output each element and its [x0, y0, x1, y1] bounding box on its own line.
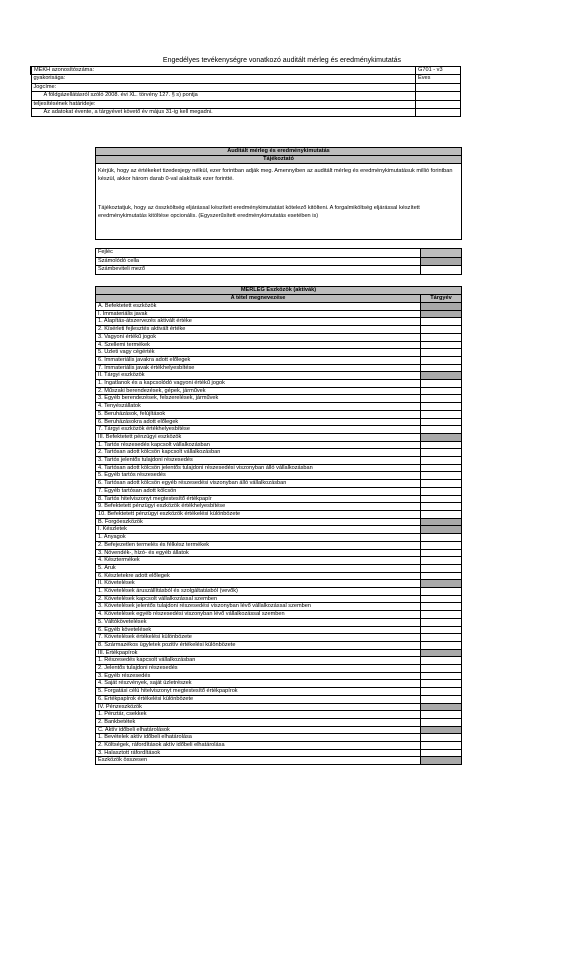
- row-label: Eszközök összesen: [96, 757, 421, 765]
- calculated-cell: [421, 649, 462, 657]
- row-label: 5. Egyéb tartós részesedés: [96, 472, 421, 480]
- input-cell[interactable]: [421, 333, 462, 341]
- input-cell[interactable]: [421, 326, 462, 334]
- table-row: [96, 480, 462, 488]
- header-label: teljesítésének határideje:: [31, 100, 416, 108]
- row-label: 3. Követelések jelentős tulajdoni részesedési viszonyban lévő vállalkozással szemben: [96, 603, 421, 611]
- row-label: 4. Követelések egyéb részesedési viszonyban lévő vállalkozással szemben: [96, 611, 421, 619]
- calculated-cell: [421, 703, 462, 711]
- row-label: 1. Részesedés kapcsolt vállalkozásban: [96, 657, 421, 665]
- table-row: [96, 611, 462, 619]
- row-label: 7. Követelések értékelési különbözete: [96, 634, 421, 642]
- row-label: 1. Alapítás-átszervezés aktivált értéke: [96, 318, 421, 326]
- row-label: 2. Kísérleti fejlesztés aktivált értéke: [96, 326, 421, 334]
- calculated-cell: [421, 580, 462, 588]
- input-cell[interactable]: [421, 472, 462, 480]
- header-label: Az adatokat évente, a tárgyévet követő év május 31-ig kell megadni.: [31, 109, 416, 117]
- table-row: [96, 695, 462, 703]
- table-row: [96, 333, 462, 341]
- calculated-cell: [421, 726, 462, 734]
- table-row: [96, 665, 462, 673]
- table-row: [96, 518, 462, 526]
- table-row: [96, 626, 462, 634]
- row-label: C. Aktív időbeli elhatárolások: [96, 726, 421, 734]
- input-cell[interactable]: [421, 672, 462, 680]
- table-row: [96, 680, 462, 688]
- table-row: [96, 318, 462, 326]
- table-row: [96, 726, 462, 734]
- table-row: [96, 495, 462, 503]
- table-row: [96, 349, 462, 357]
- table-row: [96, 356, 462, 364]
- row-label: 1. Pénztár, csekkek: [96, 711, 421, 719]
- input-cell[interactable]: [421, 641, 462, 649]
- table-row: [96, 341, 462, 349]
- row-label: 6. Készletekre adott előlegek: [96, 572, 421, 580]
- table-row: [96, 303, 462, 311]
- row-label: 3. Vagyoni értékű jogok: [96, 333, 421, 341]
- legend-label: Számbeviteli mező: [96, 266, 421, 275]
- table-row: [96, 557, 462, 565]
- calculated-cell: [421, 372, 462, 380]
- row-label: 4. Tenyészállatok: [96, 403, 421, 411]
- calculated-cell: [421, 433, 462, 441]
- header-label: Jogcíme:: [31, 83, 416, 91]
- info-paragraph-1: Kérjük, hogy az értékeket tizedesjegy nélkül, ezer forintban adják meg. Amennyiben az auditált mérleg és eredménykimutatásuk millió forintban készül, akkor három darab 0-val alakítsák ezer forintté.: [98, 168, 453, 182]
- table-row: [96, 657, 462, 665]
- legend-swatch: [421, 257, 462, 266]
- input-cell[interactable]: [421, 418, 462, 426]
- legend-row: [96, 249, 462, 258]
- table-row: [96, 534, 462, 542]
- input-cell[interactable]: [421, 464, 462, 472]
- input-cell[interactable]: [421, 510, 462, 518]
- row-label: 4. Szellemi termékek: [96, 341, 421, 349]
- input-cell[interactable]: [421, 665, 462, 673]
- row-label: 2. Követelések kapcsolt vállalkozással szemben: [96, 595, 421, 603]
- table-row: [96, 688, 462, 696]
- table-row: [96, 449, 462, 457]
- input-cell[interactable]: [421, 387, 462, 395]
- table-row: [96, 418, 462, 426]
- table-row: [96, 510, 462, 518]
- header-row: [31, 83, 461, 91]
- input-cell[interactable]: [421, 534, 462, 542]
- table-row: [96, 618, 462, 626]
- row-label: B. Forgóeszközök: [96, 518, 421, 526]
- input-cell[interactable]: [421, 718, 462, 726]
- input-cell[interactable]: [421, 618, 462, 626]
- row-label: II. Követelések: [96, 580, 421, 588]
- row-label: 8. Tartós hitelviszonyt megtestesítő értékpapír: [96, 495, 421, 503]
- header-label: MEKH azonosítószáma:: [31, 67, 416, 75]
- header-row: [31, 92, 461, 100]
- row-label: 1. Követelések áruszállításból és szolgáltatásból (vevők): [96, 588, 421, 596]
- row-label: III. Befektetett pénzügyi eszközök: [96, 433, 421, 441]
- header-label: A földgázellátásról szóló 2008. évi XL. törvény 127. § s) pontja: [31, 92, 416, 100]
- input-cell[interactable]: [421, 395, 462, 403]
- input-cell[interactable]: [421, 688, 462, 696]
- row-label: 1. Anyagok: [96, 534, 421, 542]
- input-cell[interactable]: [421, 503, 462, 511]
- table-row: [96, 757, 462, 765]
- header-code: [416, 109, 461, 117]
- table-row: [96, 464, 462, 472]
- table-row: [96, 734, 462, 742]
- input-cell[interactable]: [421, 318, 462, 326]
- row-label: 3. Növendék-, hízó- és egyéb állatok: [96, 549, 421, 557]
- table-row: [96, 742, 462, 750]
- row-label: 4. Saját részvények, saját üzletrészek: [96, 680, 421, 688]
- column-header-value: Tárgyév: [421, 295, 462, 303]
- input-cell[interactable]: [421, 380, 462, 388]
- input-cell[interactable]: [421, 480, 462, 488]
- input-cell[interactable]: [421, 487, 462, 495]
- info-heading: Auditált mérleg és eredménykimutatás: [96, 148, 461, 156]
- table-row: [96, 541, 462, 549]
- row-label: 6. Beruházásokra adott előlegek: [96, 418, 421, 426]
- table-row: [96, 603, 462, 611]
- table-row: [96, 457, 462, 465]
- row-label: A. Befektetett eszközök: [96, 303, 421, 311]
- row-label: 5. Üzleti vagy cégérték: [96, 349, 421, 357]
- input-cell[interactable]: [421, 441, 462, 449]
- legend-row: [96, 266, 462, 275]
- row-label: IV. Pénzeszközök: [96, 703, 421, 711]
- input-cell[interactable]: [421, 603, 462, 611]
- header-row: [31, 75, 461, 83]
- input-cell[interactable]: [421, 426, 462, 434]
- header-row: [31, 109, 461, 117]
- table-row: [96, 580, 462, 588]
- input-cell[interactable]: [421, 557, 462, 565]
- calculated-cell: [421, 310, 462, 318]
- row-label: 3. Egyéb berendezések, felszerelések, járművek: [96, 395, 421, 403]
- table-row: [96, 472, 462, 480]
- row-label: 4. Késztermékek: [96, 557, 421, 565]
- row-label: 7. Egyéb tartósan adott kölcsön: [96, 487, 421, 495]
- header-code: [416, 100, 461, 108]
- table-row: [96, 487, 462, 495]
- row-label: 3. Tartós jelentős tulajdoni részesedés: [96, 457, 421, 465]
- balance-heading: MÉRLEG Eszközök (aktívák): [96, 287, 462, 295]
- row-label: 1. Ingatlanok és a kapcsolódó vagyoni értékű jogok: [96, 380, 421, 388]
- table-row: [96, 718, 462, 726]
- row-label: 2. Bankbetétek: [96, 718, 421, 726]
- table-row: [96, 672, 462, 680]
- row-label: II. Tárgyi eszközök: [96, 372, 421, 380]
- table-row: [96, 426, 462, 434]
- header-row: [31, 67, 461, 75]
- table-row: [96, 387, 462, 395]
- table-row: [96, 326, 462, 334]
- balance-table: [95, 286, 462, 765]
- table-row: [96, 526, 462, 534]
- table-row: [96, 395, 462, 403]
- table-row: [96, 433, 462, 441]
- row-label: 4. Tartósan adott kölcsön jelentős tulajdoni részesedési viszonyban álló vállalkozásban: [96, 464, 421, 472]
- header-table: [30, 66, 461, 117]
- input-cell[interactable]: [421, 657, 462, 665]
- table-row: [96, 372, 462, 380]
- row-label: 5. Váltókövetelések: [96, 618, 421, 626]
- table-row: [96, 564, 462, 572]
- row-label: I. Készletek: [96, 526, 421, 534]
- input-cell[interactable]: [421, 572, 462, 580]
- header-label: gyakorisága:: [31, 75, 416, 83]
- input-cell[interactable]: [421, 341, 462, 349]
- table-row: [96, 649, 462, 657]
- row-label: 3. Halasztott ráfordítások: [96, 749, 421, 757]
- row-label: 2. Befejezetlen termelés és félkész termékek: [96, 541, 421, 549]
- table-row: [96, 711, 462, 719]
- input-cell[interactable]: [421, 457, 462, 465]
- info-subheading: Tájékoztató: [96, 156, 461, 164]
- input-cell[interactable]: [421, 541, 462, 549]
- table-row: [96, 749, 462, 757]
- input-cell[interactable]: [421, 734, 462, 742]
- legend-swatch: [421, 266, 462, 275]
- table-row: [96, 364, 462, 372]
- table-row: [96, 595, 462, 603]
- legend-label: Számolódó cella: [96, 257, 421, 266]
- row-label: 1. Tartós részesedés kapcsolt vállalkozásban: [96, 441, 421, 449]
- input-cell[interactable]: [421, 403, 462, 411]
- table-row: [96, 503, 462, 511]
- input-cell[interactable]: [421, 349, 462, 357]
- row-label: 10. Befektetett pénzügyi eszközök értékelési különbözete: [96, 510, 421, 518]
- input-cell[interactable]: [421, 626, 462, 634]
- input-cell[interactable]: [421, 634, 462, 642]
- row-label: 9. Befektetett pénzügyi eszközök értékhelyesbítése: [96, 503, 421, 511]
- row-label: 5. Áruk: [96, 564, 421, 572]
- input-cell[interactable]: [421, 680, 462, 688]
- input-cell[interactable]: [421, 356, 462, 364]
- input-cell[interactable]: [421, 495, 462, 503]
- calculated-cell: [421, 518, 462, 526]
- row-label: 3. Egyéb részesedés: [96, 672, 421, 680]
- row-label: 5. Forgatási célú hitelviszonyt megtestesítő értékpapírok: [96, 688, 421, 696]
- input-cell[interactable]: [421, 595, 462, 603]
- input-cell[interactable]: [421, 742, 462, 750]
- input-cell[interactable]: [421, 611, 462, 619]
- table-row: [96, 403, 462, 411]
- row-label: 1. Bevételek aktív időbeli elhatárolása: [96, 734, 421, 742]
- input-cell[interactable]: [421, 711, 462, 719]
- input-cell[interactable]: [421, 749, 462, 757]
- row-label: 5. Beruházások, felújítások: [96, 410, 421, 418]
- header-code: G701 - v3: [416, 67, 461, 75]
- input-cell[interactable]: [421, 564, 462, 572]
- table-row: [96, 634, 462, 642]
- header-code: [416, 92, 461, 100]
- legend-table: [95, 248, 462, 275]
- row-label: 8. Származékos ügyletek pozitív értékelési különbözete: [96, 641, 421, 649]
- row-label: 2. Tartósan adott kölcsön kapcsolt vállalkozásban: [96, 449, 421, 457]
- table-row: [96, 703, 462, 711]
- row-label: 7. Tárgyi eszközök értékhelyesbítése: [96, 426, 421, 434]
- legend-label: Fejléc: [96, 249, 421, 258]
- table-row: [96, 410, 462, 418]
- input-cell[interactable]: [421, 588, 462, 596]
- row-label: 6. Immateriális javakra adott előlegek: [96, 356, 421, 364]
- legend-row: [96, 257, 462, 266]
- calculated-cell: [421, 757, 462, 765]
- info-box: [95, 147, 462, 240]
- header-code: [416, 83, 461, 91]
- row-label: III. Értékpapírok: [96, 649, 421, 657]
- page-title: Engedélyes tevékenységre vonatkozó auditált mérleg és eredménykimutatás: [162, 57, 402, 64]
- table-row: [96, 380, 462, 388]
- row-label: 2. Jelentős tulajdoni részesedés: [96, 665, 421, 673]
- table-row: [96, 441, 462, 449]
- input-cell[interactable]: [421, 549, 462, 557]
- row-label: 2. Műszaki berendezések, gépek, járművek: [96, 387, 421, 395]
- row-label: 6. Tartósan adott kölcsön egyéb részesedési viszonyban álló vállalkozásban: [96, 480, 421, 488]
- legend-swatch: [421, 249, 462, 258]
- row-label: 6. Egyéb követelések: [96, 626, 421, 634]
- header-row: [31, 100, 461, 108]
- table-row: [96, 572, 462, 580]
- header-code: Éves: [416, 75, 461, 83]
- input-cell[interactable]: [421, 364, 462, 372]
- table-row: [96, 641, 462, 649]
- row-label: 6. Értékpapírok értékelési különbözete: [96, 695, 421, 703]
- table-row: [96, 310, 462, 318]
- calculated-cell: [421, 526, 462, 534]
- input-cell[interactable]: [421, 449, 462, 457]
- column-header-item: A tétel megnevezése: [96, 295, 421, 303]
- row-label: I. Immateriális javak: [96, 310, 421, 318]
- calculated-cell: [421, 303, 462, 311]
- input-cell[interactable]: [421, 695, 462, 703]
- table-row: [96, 549, 462, 557]
- row-label: 7. Immateriális javak értékhelyesbítése: [96, 364, 421, 372]
- table-row: [96, 588, 462, 596]
- row-label: 2. Költségek, ráfordítások aktív időbeli elhatárolása: [96, 742, 421, 750]
- input-cell[interactable]: [421, 410, 462, 418]
- info-paragraph-2: Tájékoztatjuk, hogy az összköltség eljárással készített eredménykimutatást kötelező kitölteni. A forgalmiköltség eljárással készített eredménykimutatás kitöltése opcionális. (Egyszerűsített eredménykimutatás esetében is): [98, 205, 420, 219]
